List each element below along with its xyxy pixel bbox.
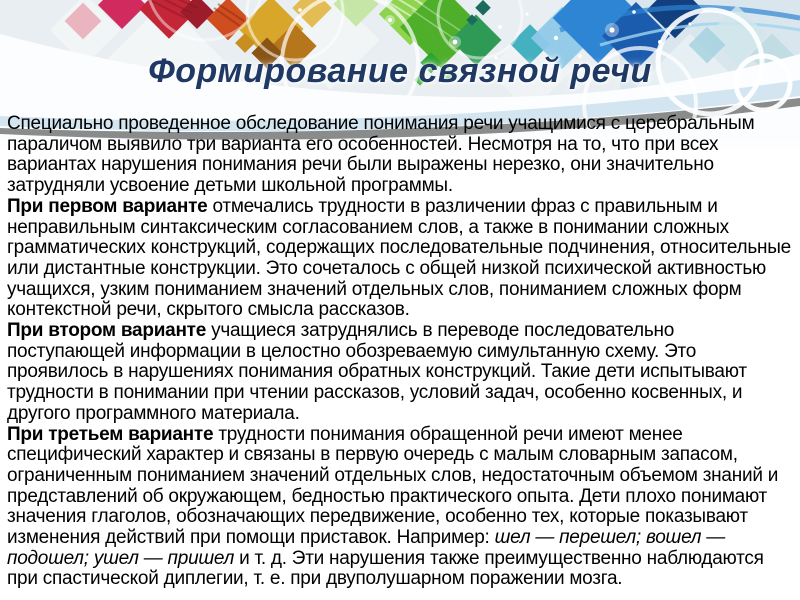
text-segment: При первом варианте — [7, 195, 208, 217]
text-segment: учащиеся затруднялись в переводе последовательно поступающей информации в целостно обозреваемую симультанную схему. Это проявилось в нарушениях понимания обратных конструкций. Такие дети испытывают трудности в понимании при чтении рассказов, условий задач, особенно косвенных, и другого программного материала. — [7, 320, 747, 424]
text-segment: При втором варианте — [7, 320, 207, 342]
body-text — [7, 114, 793, 590]
paragraph — [7, 114, 793, 197]
text-segment: Специально проведенное обследование понимания речи учащимися с церебральным параличом выявило три варианта его особенностей. Несмотря на то, что при всех вариантах нарушения понимания речи были выражены нерезко, они значительно затрудняли усвоение детьми школьной программы. — [7, 113, 755, 197]
paragraph — [7, 197, 793, 321]
paragraph — [7, 321, 793, 425]
slide-title: Формирование связной речи — [148, 52, 652, 90]
text-segment: При третьем варианте — [7, 423, 214, 445]
text-segment: отмечались трудности в различении фраз с правильным и неправильным синтаксическим согласованием слов, а также в понимании сложных грамматических конструкций, содержащих последовательные подчинения, относительные или дистантные конструкции. Это сочеталось с общей низкой психической активностью учащихся, узким пониманием значений отдельных слов, пониманием сложных форм контекстной речи, скрытого смысла рассказов. — [7, 195, 791, 321]
paragraph — [7, 425, 793, 591]
text-segment: шел — перешел; вошел — подошел; ушел — пришел — [7, 527, 726, 569]
text-segment: трудности понимания обращенной речи имеют менее специфический характер и связаны в первую очередь с малым словарным запасом, ограниченным пониманием значений отдельных слов, недостаточным объемом знаний и представлений об окружающем, бедностью практического опыта. Дети плохо понимают значения глаголов, обозначающих передвижение, особенно тех, которые показывают изменения действий при помощи приставок. Например: — [7, 423, 779, 549]
text-segment: и т. д. Эти нарушения также преимущественно наблюдаются при спастической диплегии, т. е. при двуполушарном поражении мозга. — [7, 547, 764, 590]
